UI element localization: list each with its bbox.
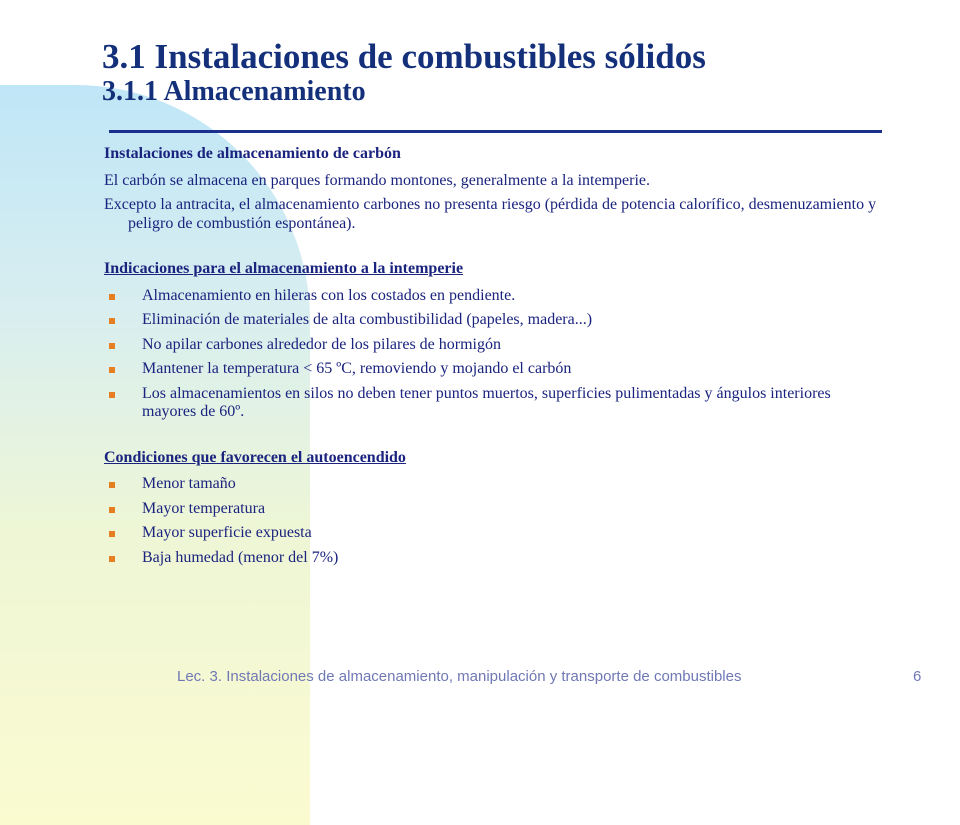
list-item: Mayor superficie expuesta — [104, 524, 884, 543]
outdoor-storage-list — [104, 287, 884, 422]
section-heading-storage: Instalaciones de almacenamiento de carbón — [104, 145, 401, 162]
list-item: Mayor temperatura — [104, 500, 884, 519]
bullet-square-icon — [109, 294, 115, 300]
bullet-square-icon — [109, 482, 115, 488]
bullet-square-icon — [109, 531, 115, 537]
paragraph: Excepto la antracita, el almacenamiento carbones no presenta riesgo (pérdida de potencia calorífico, desmenuzamiento y peligro de combustión espontánea). — [104, 196, 877, 232]
slide-title: 3.1 Instalaciones de combustibles sólidos — [102, 37, 706, 76]
list-item: Mantener la temperatura < 65 ºC, removiendo y mojando el carbón — [104, 360, 884, 379]
section-heading-outdoor-storage: Indicaciones para el almacenamiento a la intemperie — [104, 260, 464, 277]
list-item: Menor tamaño — [104, 475, 884, 494]
list-item: Eliminación de materiales de alta combustibilidad (papeles, madera...) — [104, 311, 884, 330]
list-item: Baja humedad (menor del 7%) — [104, 549, 884, 568]
slide-content — [104, 145, 884, 573]
bullet-square-icon — [109, 392, 115, 398]
page-number: 6 — [913, 668, 922, 685]
list-item: No apilar carbones alrededor de los pilares de hormigón — [104, 336, 884, 355]
list-item: Almacenamiento en hileras con los costados en pendiente. — [104, 287, 884, 306]
list-item: Los almacenamientos en silos no deben tener puntos muertos, superficies pulimentadas y ángulos interiores mayores de 60º. — [104, 385, 884, 422]
section-heading-self-ignition: Condiciones que favorecen el autoencendido — [104, 448, 406, 466]
title-divider — [109, 130, 882, 133]
bullet-square-icon — [109, 318, 115, 324]
paragraph: El carbón se almacena en parques formando montones, generalmente a la intemperie. — [104, 171, 650, 189]
slide-subtitle: 3.1.1 Almacenamiento — [102, 76, 366, 107]
self-ignition-list — [104, 475, 884, 567]
bullet-square-icon — [109, 367, 115, 373]
bullet-square-icon — [109, 507, 115, 513]
bullet-square-icon — [109, 556, 115, 562]
slide-footer: Lec. 3. Instalaciones de almacenamiento, manipulación y transporte de combustibles — [177, 668, 742, 685]
bullet-square-icon — [109, 343, 115, 349]
